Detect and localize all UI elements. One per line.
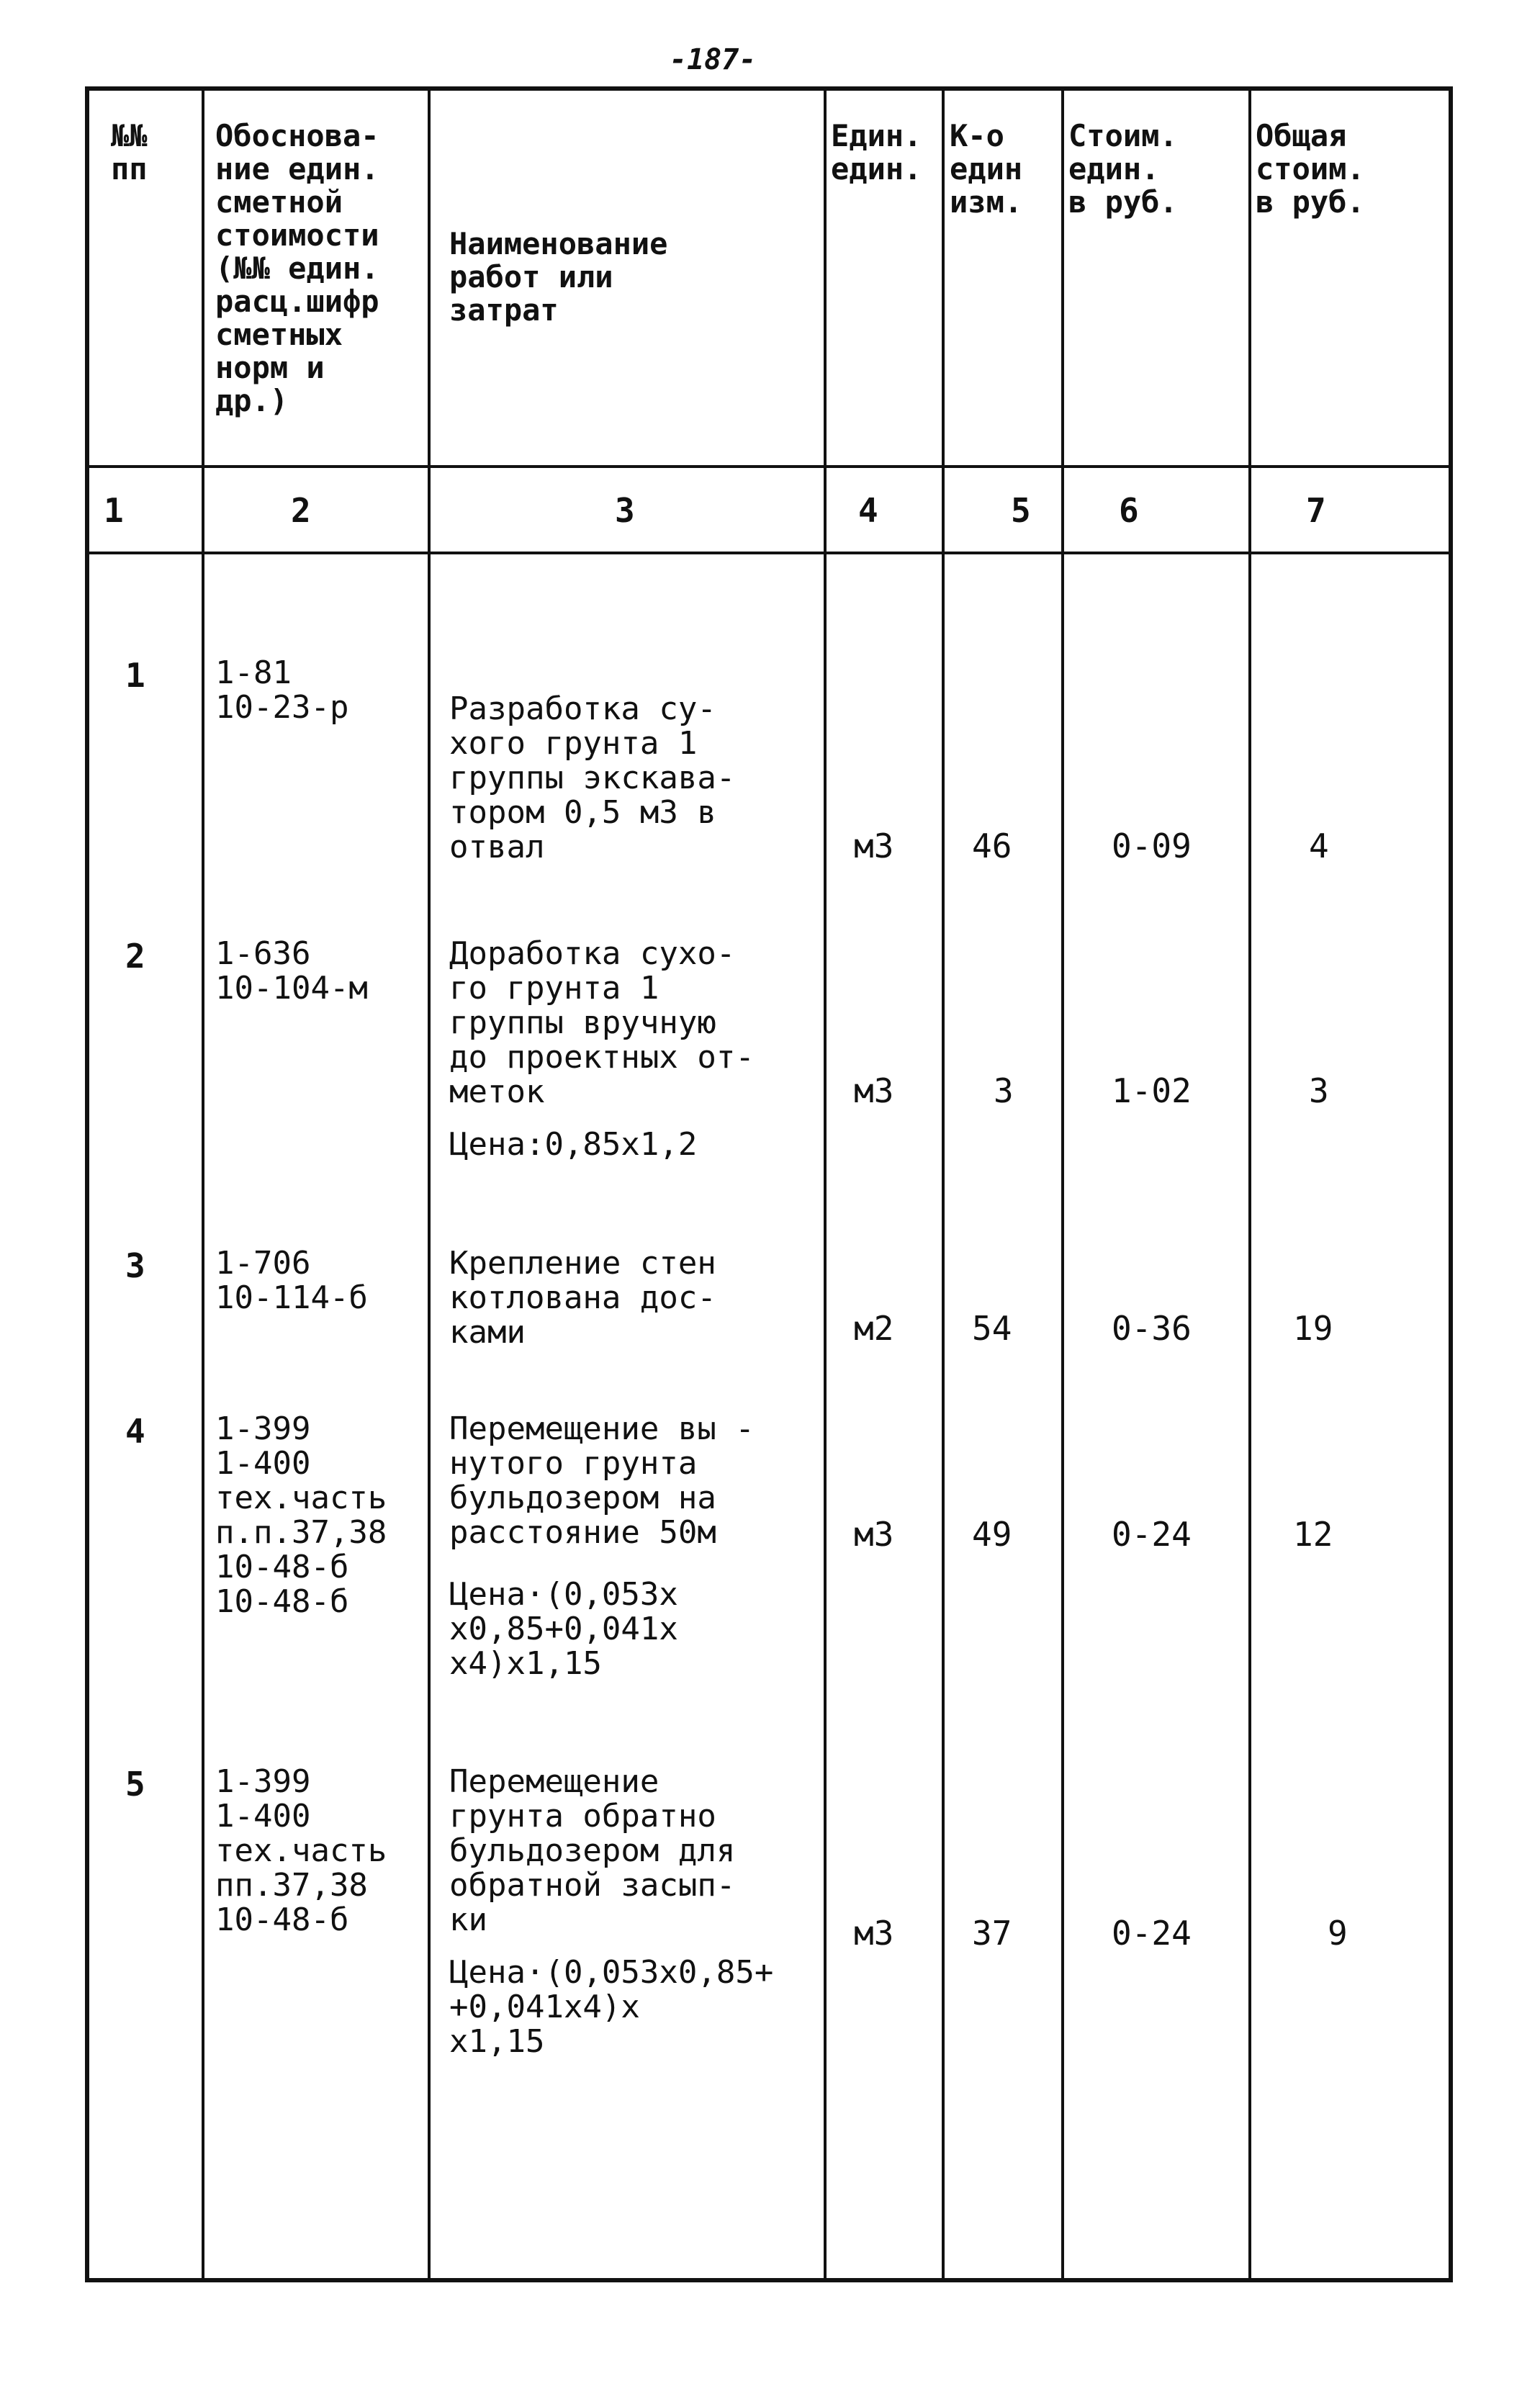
column-numbers-divider: [89, 552, 1449, 554]
row-number: 5: [125, 1765, 145, 1804]
row-basis: 1-399 1-400 тех.часть пп.37,38 10-48-б: [215, 1763, 387, 1938]
column-divider: [428, 91, 431, 2278]
row-total: 19: [1293, 1309, 1333, 1348]
header-col-total: Общая стоим. в руб.: [1256, 118, 1365, 220]
row-quantity: 54: [972, 1309, 1012, 1348]
header-divider: [89, 465, 1449, 468]
row-unit-price: 0-24: [1112, 1515, 1192, 1554]
row-work-name: Доработка сухо- го грунта 1 группы вручную до проектных от- меток: [449, 935, 755, 1110]
column-number: 7: [1306, 491, 1326, 530]
header-col-basis: Обоснова- ние един. сметной стоимости (№№ един. расц.шифр сметных норм и др.): [215, 118, 379, 418]
column-number: 3: [615, 491, 635, 530]
row-unit-price: 0-36: [1112, 1309, 1192, 1348]
row-total: 12: [1293, 1515, 1333, 1554]
row-quantity: 46: [972, 827, 1012, 865]
column-number: 1: [104, 491, 124, 530]
row-number: 2: [125, 937, 145, 976]
row-unit: м3: [854, 1914, 894, 1953]
row-work-name: Крепление стен котлована дос- ками: [449, 1245, 716, 1351]
header-col-unit: Един. един.: [831, 118, 922, 186]
column-number: 5: [1011, 491, 1031, 530]
row-basis: 1-636 10-104-м: [215, 935, 368, 1007]
row-basis: 1-81 10-23-р: [215, 654, 349, 726]
column-number: 6: [1119, 491, 1139, 530]
row-work-name: Перемещение вы - нутого грунта бульдозером на расстояние 50м: [449, 1410, 755, 1551]
header-col-number: №№ пп: [111, 118, 148, 186]
row-total: 9: [1328, 1914, 1348, 1953]
row-unit-price: 1-02: [1112, 1071, 1192, 1110]
row-number: 4: [125, 1412, 145, 1451]
row-work-name: Разработка су- хого грунта 1 группы экскава- тором 0,5 м3 в отвал: [449, 690, 736, 865]
column-number: 2: [291, 491, 311, 530]
row-number: 1: [125, 656, 145, 695]
column-divider: [202, 91, 204, 2278]
row-basis: 1-706 10-114-б: [215, 1245, 368, 1316]
row-unit: м2: [854, 1309, 894, 1348]
row-total: 4: [1309, 827, 1329, 865]
row-unit: м3: [854, 1071, 894, 1110]
header-col-price: Стоим. един. в руб.: [1068, 118, 1178, 220]
row-work-name: Перемещение грунта обратно бульдозером для обратной засып- ки: [449, 1763, 736, 1938]
row-basis: 1-399 1-400 тех.часть п.п.37,38 10-48-б 10-48-б: [215, 1410, 387, 1620]
column-divider: [1061, 91, 1064, 2278]
row-unit: м3: [854, 1515, 894, 1554]
column-number: 4: [858, 491, 878, 530]
row-number: 3: [125, 1246, 145, 1285]
row-unit: м3: [854, 827, 894, 865]
row-price-note: Цена·(0,053х0,85+ +0,041х4)х х1,15: [449, 1954, 774, 2060]
column-divider: [824, 91, 827, 2278]
row-quantity: 37: [972, 1914, 1012, 1953]
row-quantity: 49: [972, 1515, 1012, 1554]
page-number: -187-: [670, 43, 757, 76]
row-price-note: Цена:0,85х1,2: [449, 1126, 698, 1163]
row-unit-price: 0-24: [1112, 1914, 1192, 1953]
column-divider: [942, 91, 945, 2278]
column-divider: [1248, 91, 1251, 2278]
header-col-name: Наименование работ или затрат: [449, 226, 668, 328]
row-total: 3: [1309, 1071, 1329, 1110]
header-col-qty: К-о един изм.: [950, 118, 1023, 220]
row-price-note: Цена·(0,053х х0,85+0,041х х4)х1,15: [449, 1576, 678, 1682]
row-quantity: 3: [994, 1071, 1014, 1110]
estimate-table: [85, 86, 1453, 2282]
row-unit-price: 0-09: [1112, 827, 1192, 865]
